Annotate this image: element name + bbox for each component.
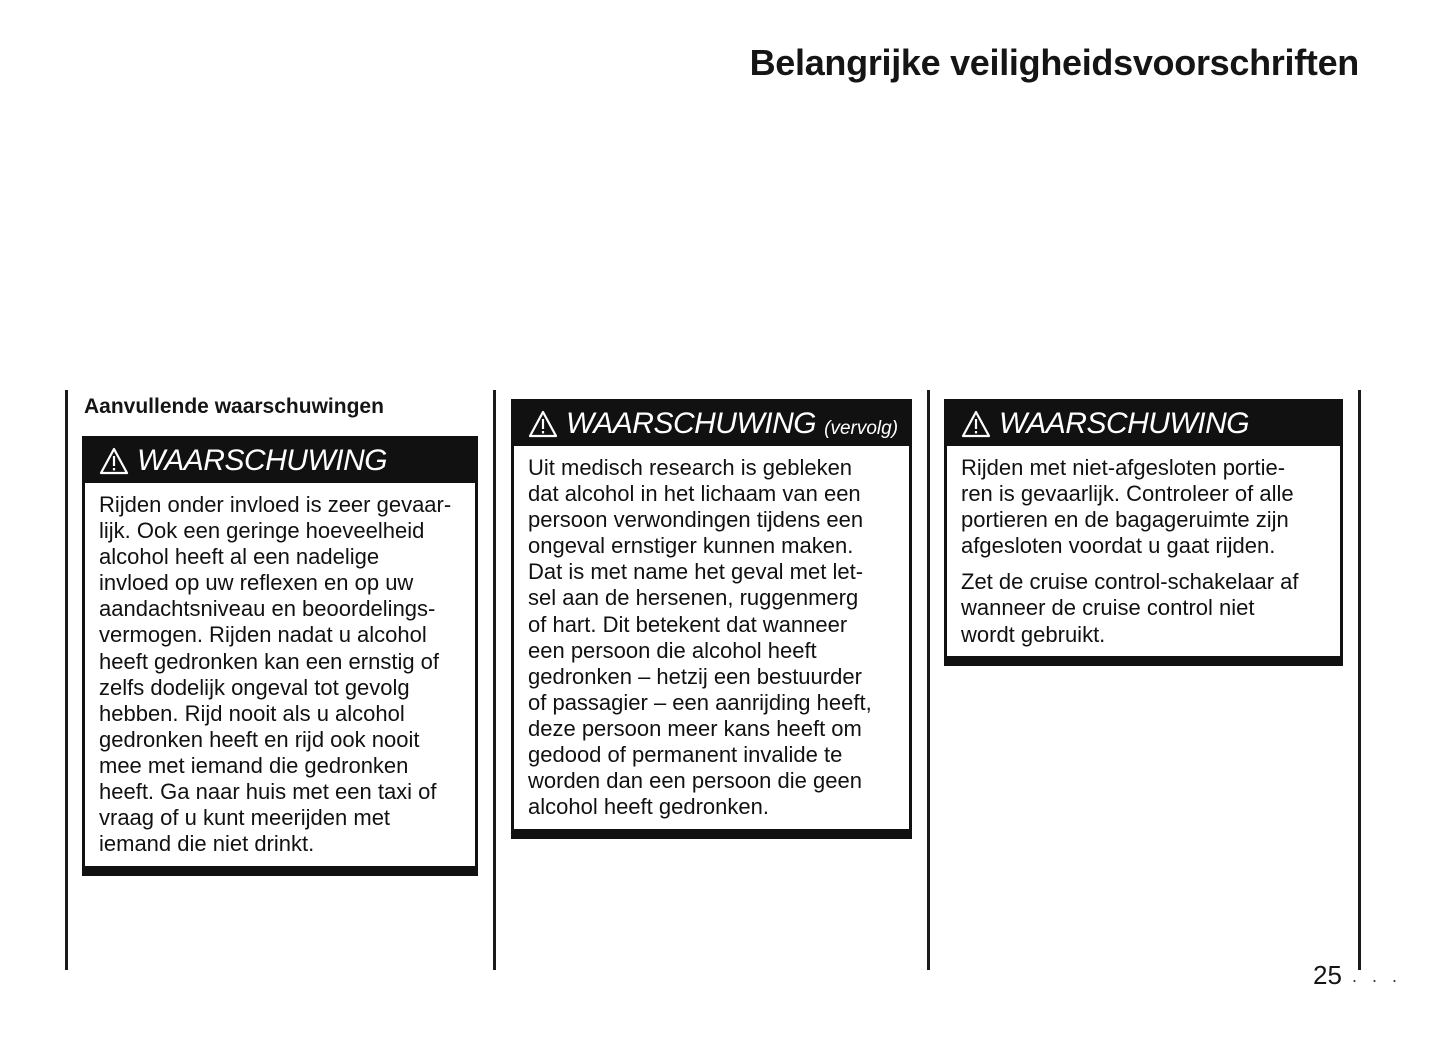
warning-text-line: mee met iemand die gedronken <box>99 752 409 778</box>
warning-text-line: wanneer de cruise control niet <box>961 595 1255 621</box>
warning-box-doors-cruise-control <box>944 399 1343 666</box>
warning-text-line: Dat is met name het geval met let- <box>528 559 864 585</box>
warning-box-alcohol <box>82 436 478 876</box>
warning-text-line: dat alcohol in het lichaam van een <box>528 481 861 507</box>
continuation-dots: . . . <box>1352 966 1403 986</box>
warning-text-line: invloed op uw reflexen en op uw <box>99 570 414 596</box>
warning-triangle-icon <box>528 410 558 438</box>
warning-text-line: zelfs dodelijk ongeval tot gevolg <box>99 674 410 700</box>
warning-text-line: vermogen. Rijden nadat u alcohol <box>99 622 427 648</box>
warning-triangle-icon <box>961 410 991 438</box>
warning-text-line: of passagier – een aanrijding heeft, <box>528 689 872 715</box>
column-rule-right <box>1358 390 1361 970</box>
warning-text-line: heeft gedronken kan een ernstig of <box>99 648 440 674</box>
warning-text-line: of hart. Dit betekent dat wanneer <box>528 611 848 637</box>
warning-header <box>947 402 1340 446</box>
warning-text-line: portieren en de bagageruimte zijn <box>961 507 1289 533</box>
paragraph-gap <box>961 559 1328 569</box>
page-title: Belangrijke veiligheidsvoorschriften <box>749 42 1359 83</box>
page-number: 25 <box>1313 960 1342 990</box>
warning-header <box>85 439 475 483</box>
warning-label: WAARSCHUWING <box>137 444 388 477</box>
warning-body <box>514 446 909 832</box>
warning-header <box>514 402 909 446</box>
warning-label: WAARSCHUWING <box>999 407 1250 440</box>
warning-text-line: ren is gevaarlijk. Controleer of alle <box>961 481 1294 507</box>
warning-text-line: worden dan een persoon die geen <box>528 768 862 794</box>
warning-text-line: deze persoon meer kans heeft om <box>528 715 862 741</box>
column-rule-left <box>65 390 68 970</box>
warning-text-line: alcohol heeft gedronken. <box>528 794 769 820</box>
column-rule-middle-right <box>927 390 930 970</box>
warning-text-line: aandachtsniveau en beoordelings- <box>99 596 436 622</box>
warning-box-alcohol-continued <box>511 399 912 839</box>
warning-label: WAARSCHUWING <box>566 407 817 440</box>
warning-text-line: gedood of permanent invalide te <box>528 742 843 768</box>
warning-text-line: gedronken – hetzij een bestuurder <box>528 663 862 689</box>
warning-text-line: iemand die niet drinkt. <box>99 831 315 857</box>
warning-body <box>947 446 1340 660</box>
warning-text-line: Uit medisch research is gebleken <box>528 455 853 480</box>
warning-text-line: lijk. Ook een geringe hoeveelheid <box>99 518 425 544</box>
warning-text-line: Rijden onder invloed is zeer gevaar- <box>99 492 452 517</box>
warning-text-line: Rijden met niet-afgesloten portie- <box>961 455 1286 480</box>
warning-triangle-icon <box>99 447 129 475</box>
warning-text-line: persoon verwondingen tijdens een <box>528 507 864 533</box>
warning-text-line: vraag of u kunt meerijden met <box>99 805 391 831</box>
warning-text-line: hebben. Rijd nooit als u alcohol <box>99 700 405 726</box>
warning-text-line: ongeval ernstiger kunnen maken. <box>528 533 854 559</box>
warning-body <box>85 483 475 869</box>
warning-text-line: afgesloten voordat u gaat rijden. <box>961 533 1276 559</box>
warning-text-line: sel aan de hersenen, ruggenmerg <box>528 585 859 611</box>
column-rule-middle-left <box>493 390 496 970</box>
warning-text-line: wordt gebruikt. <box>961 621 1106 647</box>
warning-text-line: gedronken heeft en rijd ook nooit <box>99 726 420 752</box>
warning-text-line: een persoon die alcohol heeft <box>528 637 817 663</box>
warning-text-line: Zet de cruise control-schakelaar af <box>961 569 1299 595</box>
section-heading: Aanvullende waarschuwingen <box>84 395 384 418</box>
warning-text-line: heeft. Ga naar huis met een taxi of <box>99 779 437 805</box>
warning-continued-label: (vervolg) <box>824 418 899 439</box>
warning-text-line: alcohol heeft al een nadelige <box>99 544 380 570</box>
